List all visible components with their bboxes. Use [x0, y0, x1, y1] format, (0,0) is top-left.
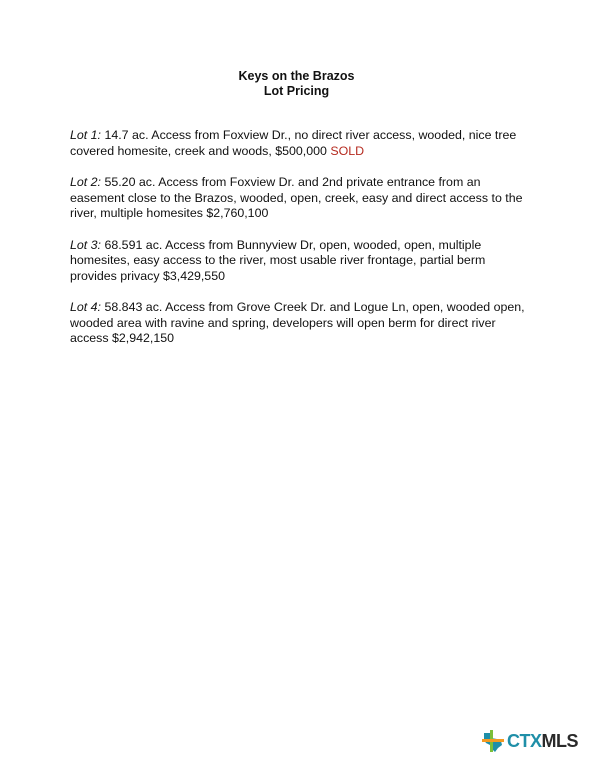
lot-label: Lot 4: — [70, 300, 102, 314]
texas-map-icon — [481, 729, 505, 753]
logo-text-mls: MLS — [541, 730, 578, 751]
document-header — [0, 69, 593, 99]
lot-entry-4 — [70, 300, 530, 347]
lot-entry-2 — [70, 175, 530, 222]
lot-description: 55.20 ac. Access from Foxview Dr. and 2nd private entrance from an easement close to the Brazos, wooded, open, creek, easy and direct access to the river, multiple homesites $2,760,100 — [70, 175, 523, 220]
document-title: Keys on the Brazos — [238, 69, 355, 83]
logo-wordmark — [507, 731, 578, 752]
lot-label: Lot 3: — [70, 237, 102, 252]
lot-description: 14.7 ac. Access from Foxview Dr., no direct river access, wooded, nice tree covered homesite, creek and woods, $500,000 — [70, 128, 517, 158]
lot-description: 58.843 ac. Access from Grove Creek Dr. and Logue Ln, open, wooded open, wooded area with ravine and spring, developers will open berm for direct river access $2,942,150 — [70, 300, 525, 345]
ctxmls-logo — [481, 729, 578, 753]
logo-text-ctx: CTX — [507, 730, 542, 751]
lot-label: Lot 2: — [70, 175, 102, 189]
lot-description: 68.591 ac. Access from Bunnyview Dr, open, wooded, open, multiple homesites, easy access to the river, most usable river frontage, partial berm provides privacy $3,429,550 — [70, 237, 486, 283]
lot-label: Lot 1: — [70, 128, 102, 142]
lot-entry-1 — [70, 128, 530, 159]
document-subtitle: Lot Pricing — [263, 84, 330, 98]
lot-status-sold: SOLD — [330, 143, 365, 158]
lot-list — [70, 128, 530, 363]
lot-entry-3 — [70, 238, 530, 285]
